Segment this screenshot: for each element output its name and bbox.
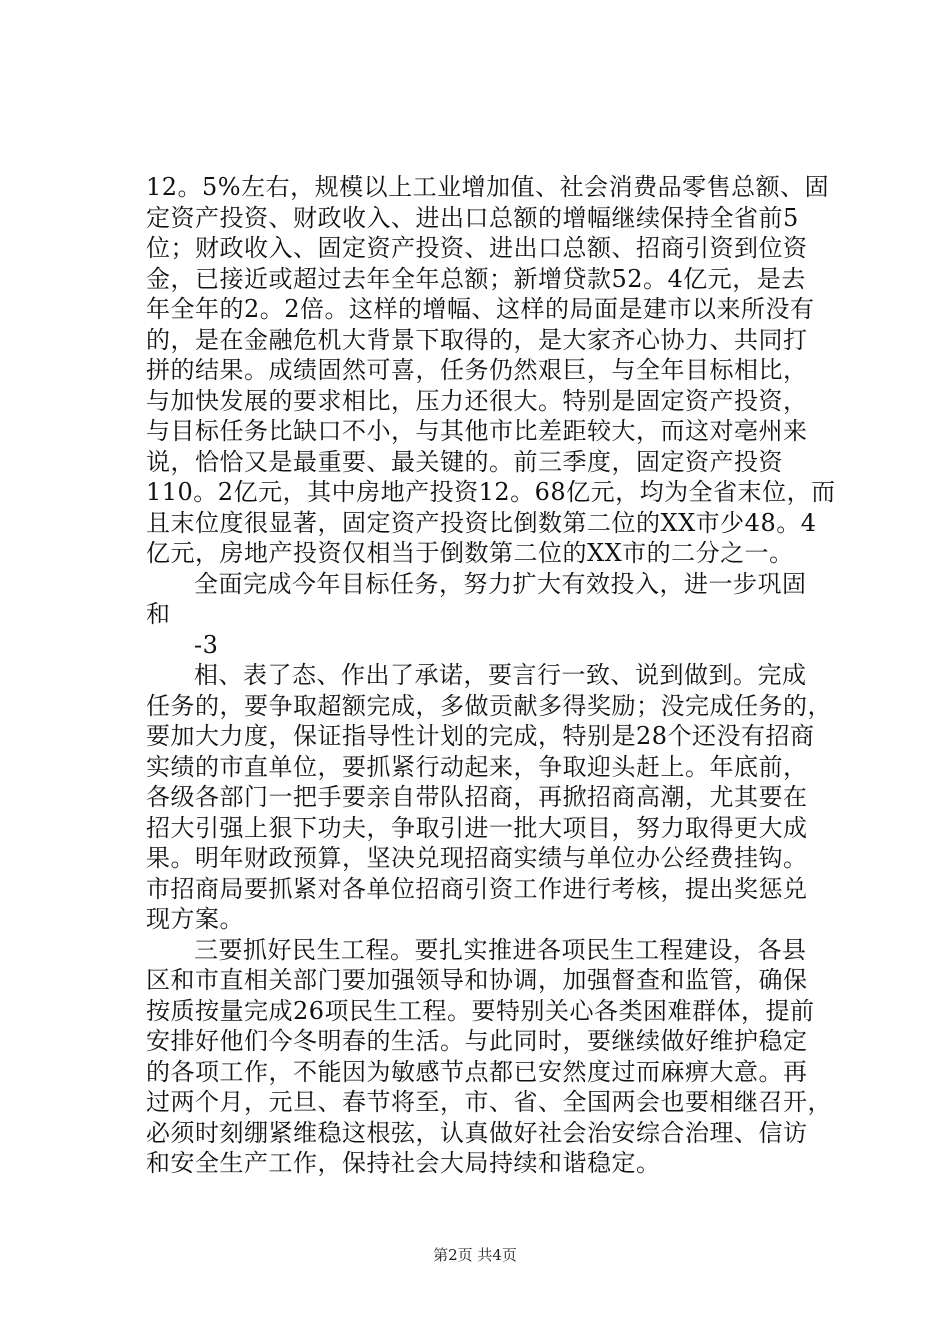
text-line: 实绩的市直单位，要抓紧行动起来，争取迎头赶上。年底前，	[146, 752, 808, 781]
text-line: 安排好他们今冬明春的生活。与此同时，要继续做好维护稳定	[146, 1027, 808, 1055]
text-line: 招大引强上狠下功夫，争取引进一批大项目，努力取得更大成	[146, 813, 808, 842]
text-line: 12。5%左右，规模以上工业增加值、社会消费品零售总额、固	[146, 173, 830, 201]
text-line: 果。明年财政预算，坚决兑现招商实绩与单位办公经费挂钩。	[146, 844, 808, 872]
text-line: 金，已接近或超过去年全年总额；新增贷款52。4亿元，是去	[146, 264, 806, 293]
text-line: 说，恰恰又是最重要、最关键的。前三季度，固定资产投资	[146, 447, 783, 476]
text-line: 拼的结果。成绩固然可喜，任务仍然艰巨，与全年目标相比，	[146, 356, 808, 384]
text-line: 110。2亿元，其中房地产投资12。68亿元，均为全省末位，而	[146, 478, 836, 506]
text-line: 和	[146, 600, 171, 628]
text-line: 全面完成今年目标任务，努力扩大有效投入，进一步巩固	[194, 569, 807, 598]
text-line: 且末位度很显著，固定资产投资比倒数第二位的XX市少48。4	[146, 508, 817, 537]
text-line: 按质按量完成26项民生工程。要特别关心各类困难群体，提前	[146, 996, 815, 1025]
text-line: 相、表了态、作出了承诺，要言行一致、说到做到。完成	[194, 661, 807, 689]
text-line: 市招商局要抓紧对各单位招商引资工作进行考核，提出奖惩兑	[146, 874, 808, 903]
text-line: 任务的，要争取超额完成，多做贡献多得奖励；没完成任务的，	[146, 691, 832, 720]
text-line: 与目标任务比缺口不小，与其他市比差距较大，而这对亳州来	[146, 417, 808, 445]
text-line: 定资产投资、财政收入、进出口总额的增幅继续保持全省前5	[146, 203, 799, 232]
text-line: 的，是在金融危机大背景下取得的，是大家齐心协力、共同打	[146, 325, 808, 354]
document-body	[146, 172, 836, 1179]
text-line: 和安全生产工作，保持社会大局持续和谐稳定。	[146, 1149, 661, 1177]
text-line: 过两个月，元旦、春节将至，市、省、全国两会也要相继召开，	[146, 1088, 832, 1116]
text-line: -3	[194, 630, 219, 659]
page-footer: 第2页 共4页	[433, 1246, 517, 1264]
text-line: 区和市直相关部门要加强领导和协调，加强督查和监管，确保	[146, 966, 808, 994]
text-line: 亿元，房地产投资仅相当于倒数第二位的XX市的二分之一。	[146, 539, 794, 567]
text-line: 三要抓好民生工程。要扎实推进各项民生工程建设，各县	[194, 935, 807, 964]
text-line: 要加大力度，保证指导性计划的完成，特别是28个还没有招商	[146, 722, 815, 750]
text-line: 位；财政收入、固定资产投资、进出口总额、招商引资到位资	[146, 234, 808, 262]
text-line: 年全年的2。2倍。这样的增幅、这样的局面是建市以来所没有	[146, 295, 815, 323]
text-line: 必须时刻绷紧维稳这根弦，认真做好社会治安综合治理、信访	[146, 1118, 808, 1147]
text-line: 的各项工作，不能因为敏感节点都已安然度过而麻痹大意。再	[146, 1057, 808, 1086]
text-line: 各级各部门一把手要亲自带队招商，再掀招商高潮，尤其要在	[146, 783, 808, 811]
text-line: 与加快发展的要求相比，压力还很大。特别是固定资产投资，	[146, 386, 808, 415]
text-line: 现方案。	[146, 905, 244, 933]
